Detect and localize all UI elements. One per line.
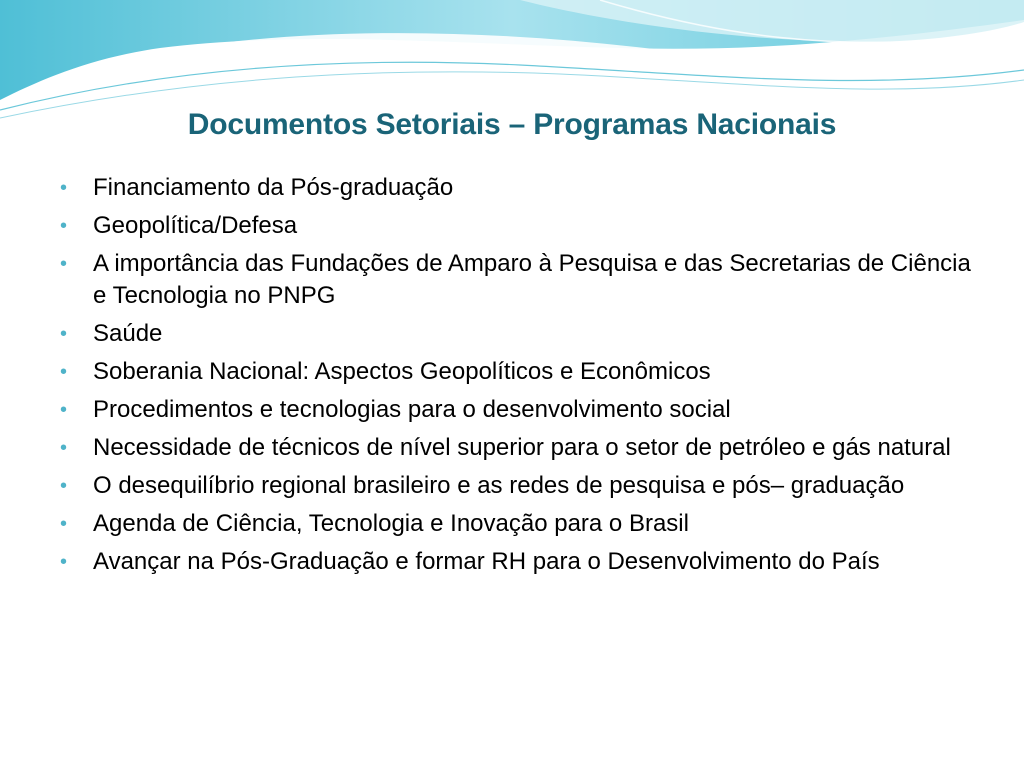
list-item: [58, 394, 978, 426]
bullet-icon: •: [60, 551, 68, 573]
list-item-text: O desequilíbrio regional brasileiro e as redes de pesquisa e pós– graduação: [93, 472, 905, 499]
list-item: [58, 546, 978, 578]
list-item-text: Soberania Nacional: Aspectos Geopolíticos e Econômicos: [93, 358, 711, 385]
list-item-text: Necessidade de técnicos de nível superior para o setor de petróleo e gás natural: [93, 434, 951, 461]
list-item-text: Agenda de Ciência, Tecnologia e Inovação para o Brasil: [93, 510, 689, 537]
list-item-text: Procedimentos e tecnologias para o desenvolvimento social: [93, 396, 731, 423]
bullet-icon: •: [60, 177, 68, 199]
bullet-list: [58, 172, 978, 584]
list-item: [58, 356, 978, 388]
list-item: [58, 248, 978, 312]
list-item: [58, 470, 978, 502]
list-item: [58, 508, 978, 540]
list-item-text: Saúde: [93, 320, 163, 347]
bullet-icon: •: [60, 399, 68, 421]
list-item-text: Geopolítica/Defesa: [93, 212, 298, 239]
list-item: [58, 172, 978, 204]
bullet-icon: •: [60, 253, 68, 275]
bullet-icon: •: [60, 437, 68, 459]
bullet-icon: •: [60, 361, 68, 383]
bullet-icon: •: [60, 513, 68, 535]
slide-title: Documentos Setoriais – Programas Nacionais: [187, 108, 837, 141]
list-item-text: A importância das Fundações de Amparo à Pesquisa e das Secretarias de Ciência e Tecnologia no PNPG: [93, 250, 971, 309]
bullet-icon: •: [60, 475, 68, 497]
list-item-text: Financiamento da Pós-graduação: [93, 174, 454, 201]
list-item-text: Avançar na Pós-Graduação e formar RH para o Desenvolvimento do País: [93, 548, 880, 575]
bullet-icon: •: [60, 215, 68, 237]
list-item: [58, 432, 978, 464]
list-item: [58, 318, 978, 350]
list-item: [58, 210, 978, 242]
bullet-icon: •: [60, 323, 68, 345]
